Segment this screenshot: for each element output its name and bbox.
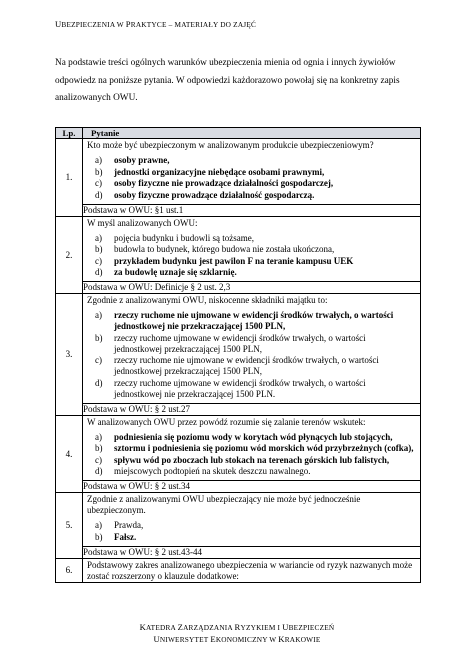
option-text: podniesienia się poziomu wody w korytach wód płynących lub stojących, (114, 431, 393, 442)
option-letter: b) (95, 531, 103, 542)
answer-option-correct (83, 432, 420, 443)
option-text: rzeczy ruchome ujmowane w ewidencji środków trwałych, o wartości jednostkowej przekraczającej 1500 PLN, (114, 332, 366, 354)
answer-option (83, 233, 420, 244)
smallcaps-fragment: RAKTYCE – MATERIAŁY DO ZAJĘĆ (130, 20, 257, 29)
option-letter: d) (95, 466, 103, 476)
answer-option (83, 466, 420, 477)
smallcaps-fragment: P (125, 19, 131, 29)
basis-row (56, 204, 421, 216)
owu-basis: Podstawa w OWU: Definicje § 2 ust. 2,3 (83, 282, 421, 294)
option-letter: a) (95, 431, 102, 442)
smallcaps-fragment: NIWERSYTET (159, 635, 211, 644)
option-letter: d) (95, 189, 103, 200)
basis-row (56, 282, 421, 294)
questions-table (55, 127, 421, 583)
option-text: Prawda, (114, 520, 144, 530)
answer-option-correct (83, 190, 420, 201)
option-text: rzeczy ruchome ujmowane w ewidencji środków trwałych, o wartości jednostkowej nie przekraczającej 1500 PLN. (114, 377, 366, 399)
option-letter: c) (95, 255, 102, 266)
footer-line-1 (0, 622, 474, 633)
option-text: pojęcia budynku i budowli są tożsame, (114, 232, 254, 243)
owu-basis: Podstawa w OWU: § 2 ust.34 (83, 481, 421, 493)
footer-line-2 (0, 634, 474, 645)
option-text: jednostki organizacyjne niebędące osobami prawnymi, (114, 166, 325, 177)
option-text: osoby fizyczne nie prowadzące działalności gospodarczej, (114, 178, 334, 188)
answer-options (83, 310, 420, 400)
question-number: 3. (56, 294, 83, 416)
smallcaps-fragment: BEZPIECZEŃ (288, 623, 335, 632)
smallcaps-fragment: BEZPIECZENIA W (61, 20, 126, 29)
option-text: Fałsz. (114, 531, 137, 542)
question-cell (83, 294, 421, 404)
answer-option-correct (83, 178, 420, 189)
option-text: osoby prawne, (114, 155, 170, 165)
question-text: Zgodnie z analizowanymi OWU, niskocenne składniki majątku to: (87, 295, 328, 305)
question-number: 6. (56, 558, 83, 582)
table-header-row (56, 128, 421, 139)
basis-row (56, 403, 421, 415)
question-number: 2. (56, 216, 83, 294)
answer-option-correct (83, 443, 420, 454)
answer-option-correct (83, 455, 420, 466)
option-letter: c) (95, 178, 102, 188)
smallcaps-fragment: Z (177, 622, 184, 632)
owu-basis: Podstawa w OWU: § 2 ust.27 (83, 403, 421, 415)
question-text: W analizowanych OWU przez powódź rozumie się zalanie terenów wskutek: (87, 416, 366, 427)
answer-option-correct (83, 155, 420, 166)
option-letter: b) (95, 443, 103, 453)
question-row (56, 415, 421, 481)
question-number: 5. (56, 493, 83, 559)
question-text: Podstawowy zakres analizowanego ubezpieczenia w wariancie od ryzyk nazwanych może zostać rozszerzony o klauzule dodatkowe: (87, 559, 413, 581)
question-cell (83, 493, 421, 547)
answer-option (83, 378, 420, 400)
option-text: miejscowych podtopień na skutek deszczu nawalnego. (114, 466, 311, 476)
smallcaps-fragment: K (139, 622, 147, 632)
option-text: rzeczy ruchome nie ujmowane w ewidencji środków trwałych, o wartości jednostkowej nie przekraczającej 1500 PLN, (114, 310, 394, 331)
basis-row (56, 481, 421, 493)
smallcaps-fragment: K (278, 634, 285, 644)
question-text: Zgodnie z analizowanymi OWU ubezpieczający nie może być jednocześnie ubezpieczonym. (87, 494, 361, 515)
column-lp-header: Lp. (56, 128, 83, 139)
option-letter: a) (95, 310, 102, 320)
question-row (56, 493, 421, 547)
option-letter: a) (95, 520, 102, 530)
answer-options (83, 155, 420, 201)
question-number: 4. (56, 415, 83, 493)
answer-options (83, 432, 420, 478)
smallcaps-fragment: ATEDRA (146, 623, 178, 632)
option-letter: d) (95, 377, 103, 388)
answer-option-correct (83, 532, 420, 543)
option-letter: b) (95, 166, 103, 177)
question-number: 1. (56, 139, 83, 217)
smallcaps-fragment: U (282, 622, 289, 632)
option-letter: c) (95, 355, 102, 365)
question-cell (83, 216, 421, 282)
answer-options (83, 233, 420, 279)
question-cell (83, 558, 421, 582)
intro-paragraph: Na podstawie treści ogólnych warunków ubezpieczenia mienia od ognia i innych żywiołów odpowiedz na poniższe pytania. W odpowiedzi każdorazowo powołaj się na konkretny zapis analizowanych OWU. (55, 58, 400, 103)
smallcaps-fragment: U (55, 19, 62, 29)
smallcaps-fragment: U (153, 634, 160, 644)
option-letter: c) (95, 454, 102, 465)
smallcaps-fragment: R (234, 622, 241, 632)
answer-option (83, 244, 420, 255)
basis-row (56, 546, 421, 558)
answer-option (83, 355, 420, 377)
question-text: Kto może być ubezpieczonym w analizowanym produkcie ubezpieczeniowym? (87, 140, 374, 150)
question-cell (83, 139, 421, 205)
answer-options (83, 520, 420, 543)
answer-option-correct (83, 167, 420, 178)
option-letter: b) (95, 244, 103, 254)
answer-option-correct (83, 267, 420, 278)
smallcaps-fragment: E (210, 634, 216, 644)
answer-option (83, 520, 420, 531)
option-letter: d) (95, 267, 103, 277)
page-header (55, 19, 256, 29)
owu-basis: Podstawa w OWU: §1 ust.1 (83, 204, 421, 216)
answer-option-correct (83, 256, 420, 267)
option-text: za budowlę uznaje się szklarnię. (114, 267, 237, 277)
option-text: budowla to budynek, którego budowa nie została ukończona, (114, 244, 335, 254)
option-text: przykładem budynku jest pawilon F na teranie kampusu UEK (114, 255, 354, 266)
answer-option-correct (83, 310, 420, 332)
question-row (56, 558, 421, 582)
option-letter: a) (95, 155, 102, 165)
smallcaps-fragment: KONOMICZNY W (215, 635, 279, 644)
question-row (56, 294, 421, 404)
question-row (56, 216, 421, 282)
smallcaps-fragment: YZYKIEM I (240, 623, 283, 632)
owu-basis: Podstawa w OWU: § 2 ust.43-44 (83, 546, 421, 558)
option-text: spływu wód po zboczach lub stokach na terenach górskich lub falistych, (114, 454, 390, 465)
column-question-header: Pytanie (83, 128, 421, 139)
option-letter: a) (95, 232, 102, 243)
option-text: sztormu i podniesienia się poziomu wód morskich wód przybrzeżnych (cofka), (114, 443, 414, 453)
option-text: osoby fizyczne prowadzące działalność gospodarczą. (114, 189, 315, 200)
question-cell (83, 415, 421, 481)
answer-option (83, 333, 420, 355)
question-row (56, 139, 421, 205)
option-text: rzeczy ruchome nie ujmowane w ewidencji środków trwałych, o wartości jednostkowej przekraczającej 1500 PLN, (114, 355, 379, 376)
question-text: W myśl analizowanych OWU: (87, 217, 198, 228)
smallcaps-fragment: RAKOWIE (284, 635, 321, 644)
smallcaps-fragment: ARZĄDZANIA (183, 623, 235, 632)
option-letter: b) (95, 332, 103, 343)
